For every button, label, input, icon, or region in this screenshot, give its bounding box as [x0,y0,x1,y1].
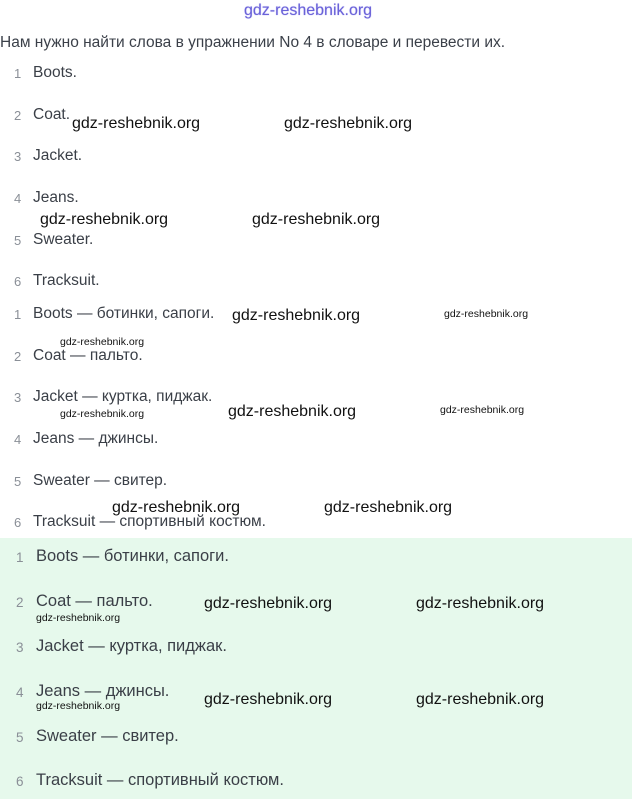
item-number: 1 [14,66,22,81]
watermark: gdz-reshebnik.org [232,307,361,324]
item-number: 1 [16,550,24,565]
item-text: Jacket — куртка, пиджак. [33,388,213,405]
item-number: 6 [14,274,22,289]
item-number: 2 [16,595,24,610]
item-text: Boots — ботинки, сапоги. [36,547,229,565]
watermark: gdz-reshebnik.org [112,499,241,516]
watermark: gdz-reshebnik.org [284,115,413,132]
item-text: Tracksuit. [33,272,100,289]
item-text: Boots. [33,64,77,81]
item-text: Sweater. [33,231,94,248]
watermark: gdz-reshebnik.org [444,308,529,320]
item-number: 2 [14,108,22,123]
watermark-top: gdz-reshebnik.org [244,2,373,19]
item-text: Tracksuit — спортивный костюм. [33,513,266,530]
item-text: Sweater — свитер. [36,727,179,745]
watermark: gdz-reshebnik.org [36,700,121,712]
item-number: 3 [16,640,24,655]
watermark: gdz-reshebnik.org [416,595,545,612]
watermark: gdz-reshebnik.org [252,211,381,228]
item-number: 4 [14,432,22,447]
item-text: Coat — пальто. [33,347,143,364]
watermark: gdz-reshebnik.org [36,612,121,624]
item-text: Jacket. [33,147,83,164]
item-text: Jeans. [33,189,79,206]
item-text: Jeans — джинсы. [36,682,170,700]
answer-panel [0,538,632,799]
item-text: Coat — пальто. [36,592,153,610]
watermark: gdz-reshebnik.org [440,404,525,416]
item-number: 5 [14,233,22,248]
item-number: 4 [14,191,22,206]
item-number: 5 [14,474,22,489]
item-text: Tracksuit — спортивный костюм. [36,771,284,789]
watermark: gdz-reshebnik.org [324,499,453,516]
watermark: gdz-reshebnik.org [72,115,201,132]
watermark: gdz-reshebnik.org [204,691,333,708]
watermark: gdz-reshebnik.org [204,595,333,612]
intro-text: Нам нужно найти слова в упражнении No 4 в словаре и перевести их. [0,34,506,51]
item-number: 3 [14,390,22,405]
item-text: Sweater — свитер. [33,472,168,489]
watermark: gdz-reshebnik.org [60,336,145,348]
item-text: Jacket — куртка, пиджак. [36,637,227,655]
item-number: 6 [16,774,24,789]
item-number: 2 [14,349,22,364]
item-number: 4 [16,685,24,700]
watermark: gdz-reshebnik.org [60,408,145,420]
item-text: Boots — ботинки, сапоги. [33,305,215,322]
item-number: 6 [14,515,22,530]
watermark: gdz-reshebnik.org [228,403,357,420]
item-number: 5 [16,730,24,745]
item-number: 1 [14,307,22,322]
item-text: Jeans — джинсы. [33,430,159,447]
watermark: gdz-reshebnik.org [40,211,169,228]
watermark: gdz-reshebnik.org [416,691,545,708]
item-number: 3 [14,149,22,164]
item-text: Coat. [33,106,71,123]
